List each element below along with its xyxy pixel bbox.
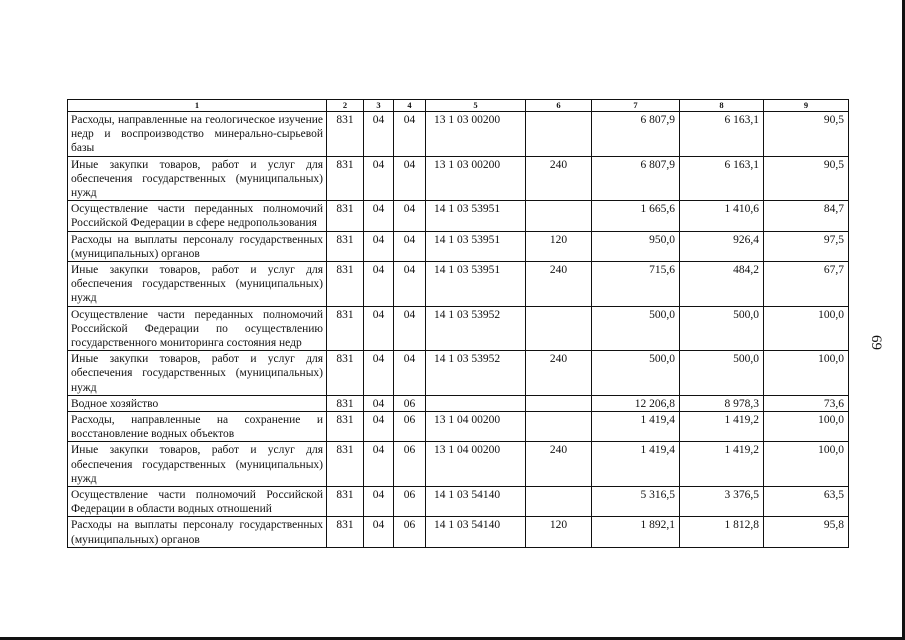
section-code: 04 xyxy=(364,262,394,307)
execution-percent: 100,0 xyxy=(764,442,849,487)
actual-amount: 6 163,1 xyxy=(680,112,764,157)
agency-code: 831 xyxy=(327,262,364,307)
article-code: 13 1 04 00200 xyxy=(426,412,526,442)
expense-name: Осуществление части переданных полномочий Российской Федерации в сфере недропользования xyxy=(68,201,327,231)
section-code: 04 xyxy=(364,156,394,201)
expense-name: Расходы, направленные на сохранение и восстановление водных объектов xyxy=(68,412,327,442)
actual-amount: 6 163,1 xyxy=(680,156,764,201)
expense-name: Иные закупки товаров, работ и услуг для обеспечения государственных (муниципальных) нужд xyxy=(68,156,327,201)
article-code: 14 1 03 54140 xyxy=(426,517,526,547)
table-row xyxy=(68,231,849,261)
section-code: 04 xyxy=(364,306,394,351)
column-number: 6 xyxy=(526,100,592,112)
agency-code: 831 xyxy=(327,112,364,157)
planned-amount: 500,0 xyxy=(592,351,680,396)
actual-amount: 1 419,2 xyxy=(680,412,764,442)
budget-table xyxy=(67,99,849,548)
table-row xyxy=(68,487,849,517)
article-code: 13 1 03 00200 xyxy=(426,156,526,201)
agency-code: 831 xyxy=(327,412,364,442)
execution-percent: 100,0 xyxy=(764,412,849,442)
article-code: 14 1 03 53952 xyxy=(426,351,526,396)
planned-amount: 715,6 xyxy=(592,262,680,307)
agency-code: 831 xyxy=(327,351,364,396)
agency-code: 831 xyxy=(327,442,364,487)
execution-percent: 100,0 xyxy=(764,351,849,396)
section-code: 04 xyxy=(364,442,394,487)
execution-percent: 90,5 xyxy=(764,112,849,157)
table-row xyxy=(68,262,849,307)
agency-code: 831 xyxy=(327,395,364,411)
planned-amount: 5 316,5 xyxy=(592,487,680,517)
table-row xyxy=(68,517,849,547)
actual-amount: 8 978,3 xyxy=(680,395,764,411)
article-code: 13 1 04 00200 xyxy=(426,442,526,487)
expense-name: Иные закупки товаров, работ и услуг для обеспечения государственных (муниципальных) нужд xyxy=(68,351,327,396)
expense-name: Осуществление части полномочий Российской Федерации в области водных отношений xyxy=(68,487,327,517)
planned-amount: 1 419,4 xyxy=(592,412,680,442)
page-number: 69 xyxy=(868,335,884,350)
article-code: 14 1 03 53951 xyxy=(426,201,526,231)
expense-type-code xyxy=(526,201,592,231)
article-code: 14 1 03 53951 xyxy=(426,262,526,307)
expense-type-code: 240 xyxy=(526,262,592,307)
execution-percent: 100,0 xyxy=(764,306,849,351)
column-number-row xyxy=(68,100,849,112)
agency-code: 831 xyxy=(327,306,364,351)
subsection-code: 06 xyxy=(394,395,426,411)
section-code: 04 xyxy=(364,351,394,396)
execution-percent: 97,5 xyxy=(764,231,849,261)
expense-name: Расходы на выплаты персоналу государственных (муниципальных) органов xyxy=(68,517,327,547)
article-code: 14 1 03 53952 xyxy=(426,306,526,351)
section-code: 04 xyxy=(364,395,394,411)
subsection-code: 06 xyxy=(394,442,426,487)
subsection-code: 06 xyxy=(394,412,426,442)
subsection-code: 04 xyxy=(394,306,426,351)
expense-type-code: 240 xyxy=(526,442,592,487)
table-row xyxy=(68,156,849,201)
expense-name: Расходы на выплаты персоналу государственных (муниципальных) органов xyxy=(68,231,327,261)
column-number: 3 xyxy=(364,100,394,112)
section-code: 04 xyxy=(364,412,394,442)
subsection-code: 04 xyxy=(394,156,426,201)
article-code xyxy=(426,395,526,411)
execution-percent: 73,6 xyxy=(764,395,849,411)
expense-type-code: 240 xyxy=(526,156,592,201)
agency-code: 831 xyxy=(327,201,364,231)
actual-amount: 500,0 xyxy=(680,351,764,396)
section-code: 04 xyxy=(364,517,394,547)
article-code: 13 1 03 00200 xyxy=(426,112,526,157)
planned-amount: 6 807,9 xyxy=(592,112,680,157)
column-number: 4 xyxy=(394,100,426,112)
agency-code: 831 xyxy=(327,517,364,547)
expense-type-code xyxy=(526,487,592,517)
subsection-code: 06 xyxy=(394,517,426,547)
actual-amount: 500,0 xyxy=(680,306,764,351)
actual-amount: 926,4 xyxy=(680,231,764,261)
expense-name: Иные закупки товаров, работ и услуг для обеспечения государственных (муниципальных) нужд xyxy=(68,442,327,487)
column-number: 9 xyxy=(764,100,849,112)
agency-code: 831 xyxy=(327,487,364,517)
execution-percent: 95,8 xyxy=(764,517,849,547)
table-row xyxy=(68,412,849,442)
execution-percent: 67,7 xyxy=(764,262,849,307)
planned-amount: 12 206,8 xyxy=(592,395,680,411)
expense-type-code xyxy=(526,112,592,157)
section-code: 04 xyxy=(364,112,394,157)
subsection-code: 04 xyxy=(394,262,426,307)
execution-percent: 63,5 xyxy=(764,487,849,517)
actual-amount: 3 376,5 xyxy=(680,487,764,517)
actual-amount: 484,2 xyxy=(680,262,764,307)
column-number: 8 xyxy=(680,100,764,112)
planned-amount: 950,0 xyxy=(592,231,680,261)
planned-amount: 1 665,6 xyxy=(592,201,680,231)
expense-name: Водное хозяйство xyxy=(68,395,327,411)
planned-amount: 6 807,9 xyxy=(592,156,680,201)
section-code: 04 xyxy=(364,231,394,261)
expense-type-code: 120 xyxy=(526,517,592,547)
subsection-code: 04 xyxy=(394,112,426,157)
table-row xyxy=(68,112,849,157)
subsection-code: 04 xyxy=(394,351,426,396)
execution-percent: 84,7 xyxy=(764,201,849,231)
column-number: 7 xyxy=(592,100,680,112)
planned-amount: 1 892,1 xyxy=(592,517,680,547)
table-row xyxy=(68,306,849,351)
expense-type-code xyxy=(526,395,592,411)
actual-amount: 1 419,2 xyxy=(680,442,764,487)
column-number: 2 xyxy=(327,100,364,112)
subsection-code: 04 xyxy=(394,201,426,231)
execution-percent: 90,5 xyxy=(764,156,849,201)
subsection-code: 06 xyxy=(394,487,426,517)
actual-amount: 1 812,8 xyxy=(680,517,764,547)
agency-code: 831 xyxy=(327,156,364,201)
column-number: 5 xyxy=(426,100,526,112)
expense-name: Расходы, направленные на геологическое изучение недр и воспроизводство минерально-сырьевой базы xyxy=(68,112,327,157)
expense-type-code: 120 xyxy=(526,231,592,261)
table-row xyxy=(68,351,849,396)
planned-amount: 500,0 xyxy=(592,306,680,351)
subsection-code: 04 xyxy=(394,231,426,261)
expense-name: Иные закупки товаров, работ и услуг для обеспечения государственных (муниципальных) нужд xyxy=(68,262,327,307)
article-code: 14 1 03 54140 xyxy=(426,487,526,517)
table-row xyxy=(68,395,849,411)
expense-type-code xyxy=(526,306,592,351)
column-number: 1 xyxy=(68,100,327,112)
table-row xyxy=(68,201,849,231)
actual-amount: 1 410,6 xyxy=(680,201,764,231)
planned-amount: 1 419,4 xyxy=(592,442,680,487)
expense-type-code: 240 xyxy=(526,351,592,396)
table-row xyxy=(68,442,849,487)
article-code: 14 1 03 53951 xyxy=(426,231,526,261)
agency-code: 831 xyxy=(327,231,364,261)
expense-type-code xyxy=(526,412,592,442)
expense-name: Осуществление части переданных полномочий Российской Федерации по осуществлению государственного мониторинга состояния недр xyxy=(68,306,327,351)
section-code: 04 xyxy=(364,487,394,517)
section-code: 04 xyxy=(364,201,394,231)
